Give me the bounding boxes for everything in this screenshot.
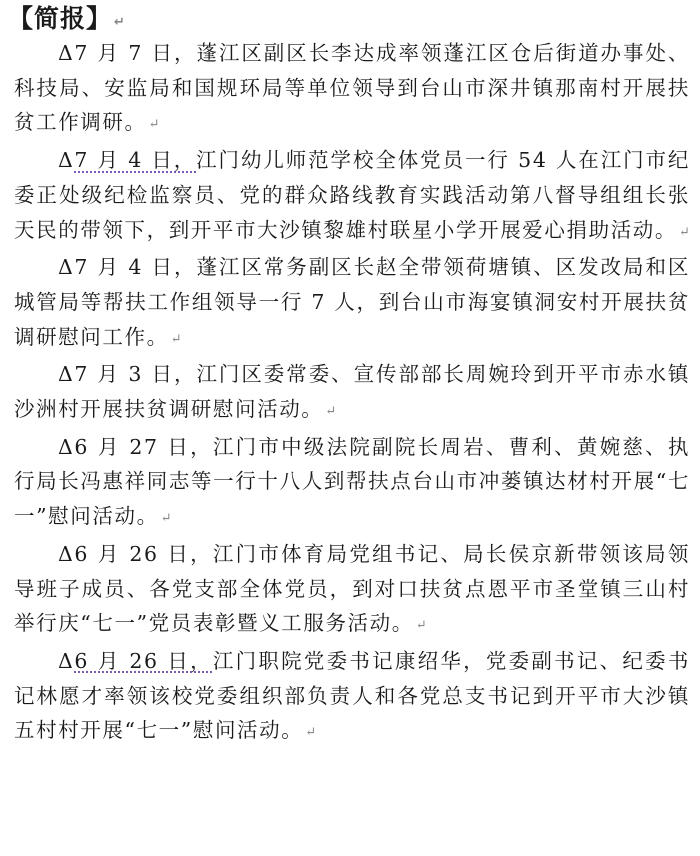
news-item — [14, 644, 690, 751]
news-text: 江门职院党委书记康绍华，党委副书记、纪委书记林愿才率领该校党委组织部负责人和各党总支书记到开平市大沙镇五村村开展“七一”慰问活动。 — [14, 648, 690, 743]
news-item — [14, 430, 690, 537]
paragraph-mark-icon: ↵ — [305, 725, 317, 741]
paragraph-mark-icon: ↵ — [148, 117, 160, 133]
bullet-marker: Δ — [58, 255, 75, 280]
news-text: 蓬江区常务副区长赵全带领荷塘镇、区发改局和区城管局等帮扶工作组领导一行 7 人，到台山市海宴镇洞安村开展扶贫调研慰问工作。 — [14, 255, 691, 349]
bullet-marker: Δ — [58, 362, 75, 387]
paragraph-mark-icon: ↵ — [679, 224, 690, 240]
bullet-marker: Δ — [58, 648, 75, 673]
news-date: 6 月 27 日， — [74, 434, 213, 459]
document-page — [8, 2, 691, 751]
news-item — [14, 250, 690, 357]
header-title: 【简报】 — [8, 4, 113, 33]
paragraph-mark-icon: ↵ — [114, 15, 125, 30]
news-date: 7 月 4 日， — [74, 148, 197, 173]
paragraph-mark-icon: ↵ — [415, 618, 427, 634]
news-date: 7 月 3 日， — [74, 362, 197, 387]
news-date: 7 月 4 日， — [74, 255, 197, 280]
news-item — [14, 143, 690, 250]
bullet-marker: Δ — [58, 148, 75, 173]
news-text: 江门市体育局党组书记、局长侯京新带领该局领导班子成员、各党支部全体党员，到对口扶贫点恩平市圣堂镇三山村举行庆“七一”党员表彰暨义工服务活动。 — [14, 541, 690, 636]
news-text: 江门市中级法院副院长周岩、曹利、黄婉慈、执行局长冯惠祥同志等一行十八人到帮扶点台山市冲蒌镇达材村开展“七一”慰问活动。 — [14, 434, 690, 529]
news-text: 江门幼儿师范学校全体党员一行 54 人在江门市纪委正处级纪检监察员、党的群众路线教育实践活动第八督导组组长张天民的带领下，到开平市大沙镇黎雄村联星小学开展爱心捐助活动。 — [14, 148, 690, 242]
news-item — [14, 36, 690, 143]
news-date: 6 月 26 日， — [74, 648, 213, 673]
paragraph-mark-icon: ↵ — [325, 404, 337, 420]
bullet-marker: Δ — [58, 41, 75, 65]
news-date: 6 月 26 日， — [74, 541, 213, 566]
bullet-marker: Δ — [58, 541, 75, 566]
bullet-marker: Δ — [58, 434, 75, 459]
news-text: 蓬江区副区长李达成率领蓬江区仓后街道办事处、科技局、安监局和国规环局等单位领导到台山市深井镇那南村开展扶贫工作调研。 — [14, 41, 691, 135]
news-item — [14, 357, 690, 429]
news-text: 江门区委常委、宣传部部长周婉玲到开平市赤水镇沙洲村开展扶贫调研慰问活动。 — [14, 362, 691, 422]
paragraph-mark-icon: ↵ — [170, 331, 182, 347]
document-header — [8, 2, 690, 36]
paragraph-mark-icon: ↵ — [160, 511, 172, 527]
news-item — [14, 537, 690, 644]
news-date: 7 月 7 日， — [74, 41, 197, 65]
